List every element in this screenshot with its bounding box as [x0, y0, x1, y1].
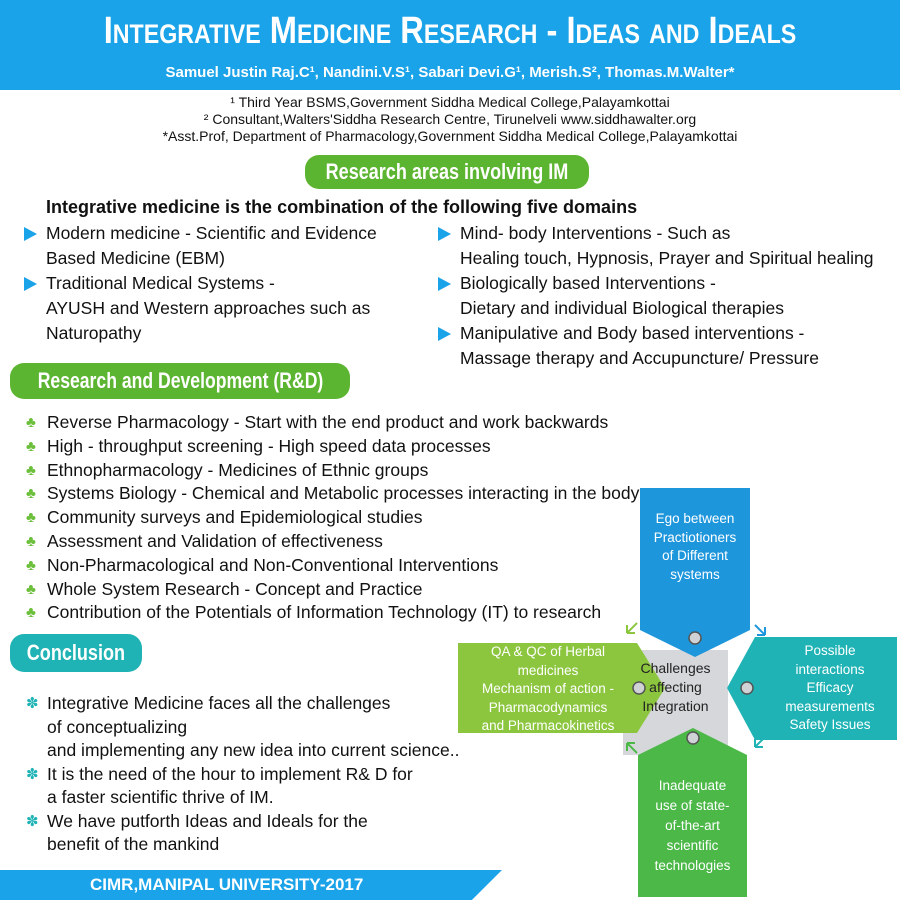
connector-dot-right: [741, 682, 753, 694]
footer: [0, 870, 900, 900]
conclusion-line: a faster scientific thrive of IM.: [47, 787, 274, 807]
right-line: Efficacy: [806, 680, 854, 695]
rd-item: [26, 435, 639, 459]
conclusion-item: [26, 763, 459, 810]
domains-right-list: [438, 221, 873, 371]
center-line: Challenges: [640, 660, 711, 676]
domain-line: Mind- body Interventions - Such as: [460, 223, 731, 243]
right-line: measurements: [785, 698, 875, 714]
left-line: Mechanism of action -: [481, 681, 615, 696]
bottom-line: technologies: [654, 858, 731, 873]
domain-line: AYUSH and Western approaches such as: [46, 298, 371, 318]
bottom-line: use of state-: [655, 798, 730, 813]
top-line: Practiotioners: [653, 529, 737, 545]
domain-line: Manipulative and Body based interventions -: [460, 323, 805, 343]
rd-item-text: Assessment and Validation of effectiveness: [47, 530, 383, 551]
right-line: interactions: [795, 661, 865, 677]
diagram-center-label: [623, 659, 728, 716]
conclusion-line: Integrative Medicine faces all the challenges: [47, 693, 391, 713]
connector-dot-top: [689, 632, 701, 644]
domain-item: [24, 271, 377, 346]
domain-item: [438, 321, 873, 371]
club-bullet-icon: ♣: [26, 461, 36, 479]
conclusion-list: [26, 692, 459, 857]
diagram-left-label: [458, 643, 638, 736]
conclusion-line: It is the need of the hour to implement R& D for: [47, 763, 413, 784]
left-line: medicines: [517, 662, 579, 678]
footer-text: CIMR,MANIPAL UNIVERSITY-2017: [90, 875, 364, 894]
left-line: QA & QC of Herbal: [490, 644, 606, 659]
club-bullet-icon: ♣: [26, 604, 36, 622]
rd-item-text: Whole System Research - Concept and Practice: [47, 578, 423, 599]
left-line: Pharmacodynamics: [488, 699, 608, 715]
domain-item: [438, 221, 873, 271]
domain-line: Modern medicine - Scientific and Evidence: [46, 223, 377, 243]
diagram-right-label: [765, 642, 895, 735]
club-bullet-icon: ♣: [26, 580, 36, 598]
conclusion-line: benefit of the mankind: [47, 834, 220, 854]
authors-line: Samuel Justin Raj.C¹, Nandini.V.S¹, Sabari Devi.G¹, Merish.S², Thomas.M.Walter*: [165, 64, 735, 81]
flower-bullet-icon: ✽: [26, 695, 39, 712]
domain-line: Traditional Medical Systems -: [46, 273, 275, 293]
conclusion-line: We have putforth Ideas and Ideals for the: [47, 810, 368, 831]
rd-item-text: Contribution of the Potentials of Information Technology (IT) to research: [47, 602, 602, 623]
conclusion-line: of conceptualizing: [47, 716, 188, 737]
domain-line: Based Medicine (EBM): [46, 248, 225, 268]
diagram-bottom-label: [638, 776, 747, 876]
conclusion-line: and implementing any new idea into current science..: [47, 740, 460, 760]
conclusion-item: [26, 810, 459, 857]
rd-item-text: Systems Biology - Chemical and Metabolic processes interacting in the body: [47, 483, 640, 504]
rd-item-text: Community surveys and Epidemiological studies: [47, 507, 423, 528]
flower-bullet-icon: ✽: [26, 812, 39, 830]
domain-item: [438, 271, 873, 321]
rd-item-text: High - throughput screening - High speed data processes: [47, 435, 491, 456]
corner-arrow-icon: [627, 623, 637, 633]
rd-item: [26, 411, 639, 435]
top-line: Ego between: [655, 511, 735, 526]
left-line: and Pharmacokinetics: [481, 718, 615, 733]
domain-line: Healing touch, Hypnosis, Prayer and Spiritual healing: [460, 248, 874, 268]
conclusion-item: [26, 692, 459, 763]
arrow-bullet-icon: [24, 277, 37, 291]
domain-item: [24, 221, 377, 271]
right-line: Possible: [804, 643, 856, 658]
top-line: systems: [670, 566, 720, 582]
club-bullet-icon: ♣: [26, 532, 36, 550]
rd-heading-text: Research and Development (R&D): [37, 368, 323, 393]
club-bullet-icon: ♣: [26, 485, 36, 503]
challenges-diagram: [455, 485, 900, 900]
diagram-top-label: [640, 510, 750, 584]
conclusion-heading: [10, 634, 142, 672]
rd-item-text: Non-Pharmacological and Non-Conventional Interventions: [47, 554, 499, 575]
top-line: of Different: [662, 548, 728, 563]
right-line: Safety Issues: [789, 717, 871, 732]
center-line: Integration: [642, 698, 709, 714]
club-bullet-icon: ♣: [26, 437, 36, 455]
research-areas-heading: [305, 155, 589, 189]
domain-line: Naturopathy: [46, 323, 142, 343]
conclusion-heading-text: Conclusion: [26, 640, 126, 665]
bottom-line: Inadequate: [658, 778, 727, 793]
rd-item-text: Reverse Pharmacology - Start with the end product and work backwards: [47, 412, 609, 432]
connector-dot-bottom: [687, 732, 699, 744]
rd-item: [26, 459, 639, 483]
club-bullet-icon: ♣: [26, 556, 36, 574]
club-bullet-icon: ♣: [26, 509, 36, 527]
research-areas-heading-text: Research areas involving IM: [325, 159, 569, 184]
club-bullet-icon: ♣: [26, 414, 36, 431]
flower-bullet-icon: ✽: [26, 765, 39, 783]
arrow-bullet-icon: [438, 277, 451, 291]
rd-item-text: Ethnopharmacology - Medicines of Ethnic groups: [47, 459, 429, 480]
poster-title: Integrative Medicine Research - Ideas and Ideals: [103, 10, 797, 52]
center-line: affecting: [649, 679, 702, 695]
rd-heading: [10, 363, 350, 399]
domain-line: Biologically based Interventions -: [460, 273, 716, 293]
affiliation-3: *Asst.Prof, Department of Pharmacology,Government Siddha Medical College,Palayamkottai: [162, 128, 738, 144]
research-areas-intro: Integrative medicine is the combination of the following five domains: [46, 197, 638, 217]
domain-line: Dietary and individual Biological therapies: [460, 298, 784, 318]
arrow-bullet-icon: [24, 227, 37, 241]
affiliation-2: ² Consultant,Walters'Siddha Research Centre, Tirunelveli www.siddhawalter.org: [203, 111, 697, 127]
domains-left-list: [24, 221, 377, 346]
bottom-line: scientific: [666, 838, 719, 853]
affiliation-1: ¹ Third Year BSMS,Government Siddha Medical College,Palayamkottai: [230, 94, 670, 110]
corner-arrow-icon: [755, 625, 765, 635]
arrow-bullet-icon: [438, 227, 451, 241]
domain-line: Massage therapy and Accupuncture/ Pressure: [460, 348, 819, 368]
arrow-bullet-icon: [438, 327, 451, 341]
bottom-line: of-the-art: [665, 818, 720, 833]
